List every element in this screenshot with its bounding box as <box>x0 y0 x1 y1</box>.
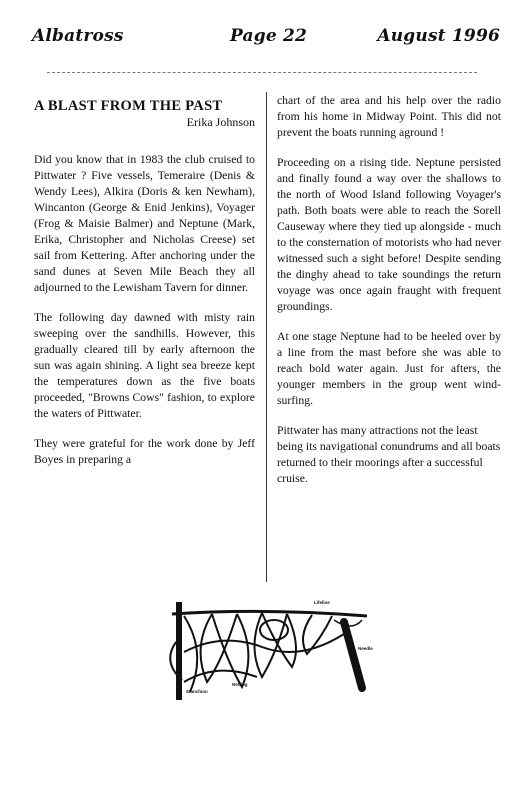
page-header <box>32 26 500 50</box>
article-paragraph: Pittwater has many attractions not the least being its navigational conundrums and all boats returned to their moorings after a successful cruise. <box>277 424 501 485</box>
netting-illustration <box>162 592 398 702</box>
article-right-column <box>277 93 501 501</box>
lifeline-rope <box>172 611 367 616</box>
label-stanchion: Stanchion <box>186 689 208 694</box>
article-paragraph: The following day dawned with misty rain sweeping over the sandhills. However, this gradually cleared till by early afternoon the sun was again shining. A light sea breeze kept the temperatures down as the five boats proceeded, "Browns Cows" fashion, to explore the waters of Pittwater. <box>34 311 255 420</box>
label-needle: Needle <box>358 646 373 651</box>
issue-date: August 1996 <box>377 26 500 46</box>
stanchion-post <box>176 602 182 700</box>
article-left-column <box>34 93 255 482</box>
header-divider <box>47 72 477 73</box>
needle-tool <box>334 620 362 688</box>
article-paragraph: chart of the area and his help over the radio from his home in Midway Point. This did not prevent the boats running aground ! <box>277 94 501 139</box>
article-paragraph: Proceeding on a rising tide. Neptune persisted and finally found a way over the shallows to the north of Wood Island following Voyager's path. Both boats were able to reach the Sorell Causeway where they tied up alongside - much to the consternation of motorists who had never witnessed such a sight before! Despite sending the dinghy ahead to take soundings the return voyage was once again fraught with frequent groundings. <box>277 156 501 313</box>
label-netting: Netting <box>232 682 248 687</box>
netting-mesh <box>170 613 347 692</box>
article-author: Erika Johnson <box>186 115 255 129</box>
article-paragraph: Did you know that in 1983 the club cruised to Pittwater ? Five vessels, Temeraire (Denis & Wendy Lees), Alkira (Doris & ken Newham), Wincanton (George & Enid Jenkins), Voyager (Frog & Maisie Balmer) and Neptune (Mark, Erika, Christopher and Nicholas Creese) set sail from Kettering. After anchoring under the sand dunes at Seven Mile Beach they all adjourned to the Lewisham Tavern for dinner. <box>34 153 255 294</box>
article-title: A BLAST FROM THE PAST <box>34 98 223 114</box>
column-divider <box>266 92 267 582</box>
netting-drawing <box>162 592 398 702</box>
newsletter-name: Albatross <box>32 26 124 46</box>
article-paragraph: At one stage Neptune had to be heeled over by a line from the mast before she was able to reach bold water again. Just for afters, the younger members in the group went wind-surfing. <box>277 330 501 407</box>
page-number: Page 22 <box>230 26 308 46</box>
article-paragraph: They were grateful for the work done by Jeff Boyes in preparing a <box>34 437 255 466</box>
label-lifeline: Lifeline <box>314 600 330 605</box>
